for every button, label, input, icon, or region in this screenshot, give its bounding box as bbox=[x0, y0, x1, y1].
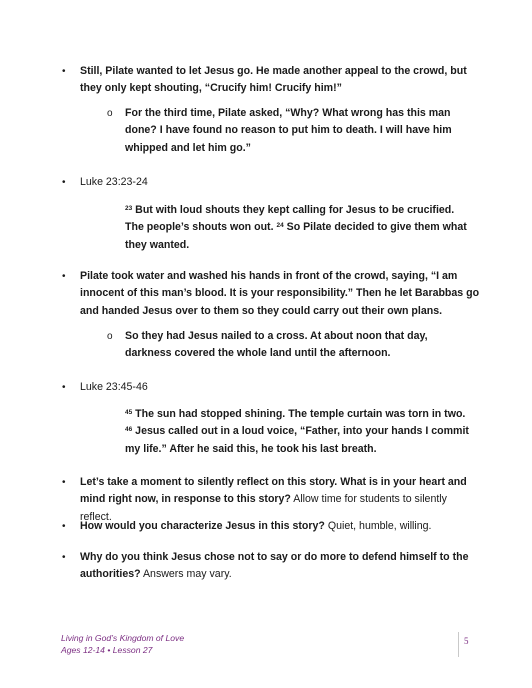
scripture-reference-text: Luke 23:45-46 bbox=[80, 381, 148, 393]
scripture-verse-23-24 bbox=[125, 202, 475, 254]
paragraph-answer-text: Answers may vary. bbox=[140, 568, 232, 581]
page-footer bbox=[61, 632, 184, 656]
bullet-marker: • bbox=[62, 177, 66, 188]
verse-number: 23 bbox=[125, 205, 133, 212]
verse-text: So Pilate decided to give them what they wanted. bbox=[125, 221, 467, 251]
paragraph-bold-text: Pilate took water and washed his hands in front of the crowd, saying, “I am innocent of this man’s blood. It is your responsibility.” Then he let Barabbas go and handed Jesus over to them so they could carry out their own plans. bbox=[80, 270, 480, 317]
footer-divider bbox=[458, 632, 459, 657]
verse-text: Jesus called out in a loud voice, “Father, into your hands I commit my life.” After he said this, he took his last breath. bbox=[125, 425, 469, 455]
verse-text: But with loud shouts they kept calling for Jesus to be crucified. The people’s shouts won out. bbox=[125, 204, 455, 234]
paragraph-answer-text: Quiet, humble, willing. bbox=[324, 520, 432, 532]
bullet-marker: • bbox=[62, 382, 66, 393]
footer-separator: • bbox=[107, 645, 111, 655]
paragraph-pilate-washed-hands bbox=[80, 268, 480, 320]
paragraph-pilate-appeal bbox=[80, 63, 480, 98]
verse-number: 45 bbox=[125, 409, 133, 416]
footer-lesson-number: Lesson 27 bbox=[112, 645, 153, 655]
paragraph-third-time bbox=[125, 105, 475, 157]
paragraph-why-no-defense bbox=[80, 549, 480, 584]
bullet-marker: • bbox=[62, 271, 66, 282]
bullet-marker: • bbox=[62, 521, 66, 532]
scripture-reference-luke-23-23 bbox=[80, 174, 480, 191]
paragraph-bold-text: For the third time, Pilate asked, “Why? What wrong has this man done? I have found no reason to put him to death. I will have him whipped and let him go.” bbox=[125, 107, 452, 154]
paragraph-bold-text: Still, Pilate wanted to let Jesus go. He made another appeal to the crowd, but they only kept shouting, “Crucify him! Crucify him!” bbox=[80, 65, 467, 95]
page-number: 5 bbox=[464, 636, 469, 646]
bullet-marker: • bbox=[62, 552, 66, 563]
scripture-reference-text: Luke 23:23-24 bbox=[80, 176, 148, 188]
paragraph-bold-text: How would you characterize Jesus in this story? bbox=[80, 520, 325, 532]
verse-number: 24 bbox=[276, 222, 284, 230]
bullet-marker: • bbox=[62, 66, 66, 77]
sub-bullet-marker: o bbox=[107, 108, 113, 119]
paragraph-bold-text: Why do you think Jesus chose not to say or do more to defend himself to the authorities? bbox=[80, 551, 469, 581]
footer-age-range: Ages 12-14 bbox=[61, 645, 105, 655]
scripture-verse-45-46 bbox=[125, 406, 475, 458]
paragraph-characterize-jesus bbox=[80, 518, 480, 535]
verse-number: 46 bbox=[125, 426, 133, 434]
footer-lesson-info bbox=[61, 644, 184, 656]
paragraph-instruction-text: Allow time for students to silently reflect. bbox=[80, 493, 447, 523]
sub-bullet-marker: o bbox=[107, 331, 113, 342]
bullet-marker: • bbox=[62, 477, 66, 488]
paragraph-bold-text: Let’s take a moment to silently reflect on this story. What is in your heart and mind right now, in response to this story? bbox=[80, 476, 467, 506]
verse-text: The sun had stopped shining. The temple curtain was torn in two. bbox=[132, 408, 466, 420]
footer-curriculum-title: Living in God’s Kingdom of Love bbox=[61, 633, 185, 643]
paragraph-nailed-to-cross bbox=[125, 328, 475, 363]
paragraph-bold-text: So they had Jesus nailed to a cross. At about noon that day, darkness covered the whole land until the afternoon. bbox=[125, 330, 428, 360]
scripture-reference-luke-23-45 bbox=[80, 379, 480, 396]
